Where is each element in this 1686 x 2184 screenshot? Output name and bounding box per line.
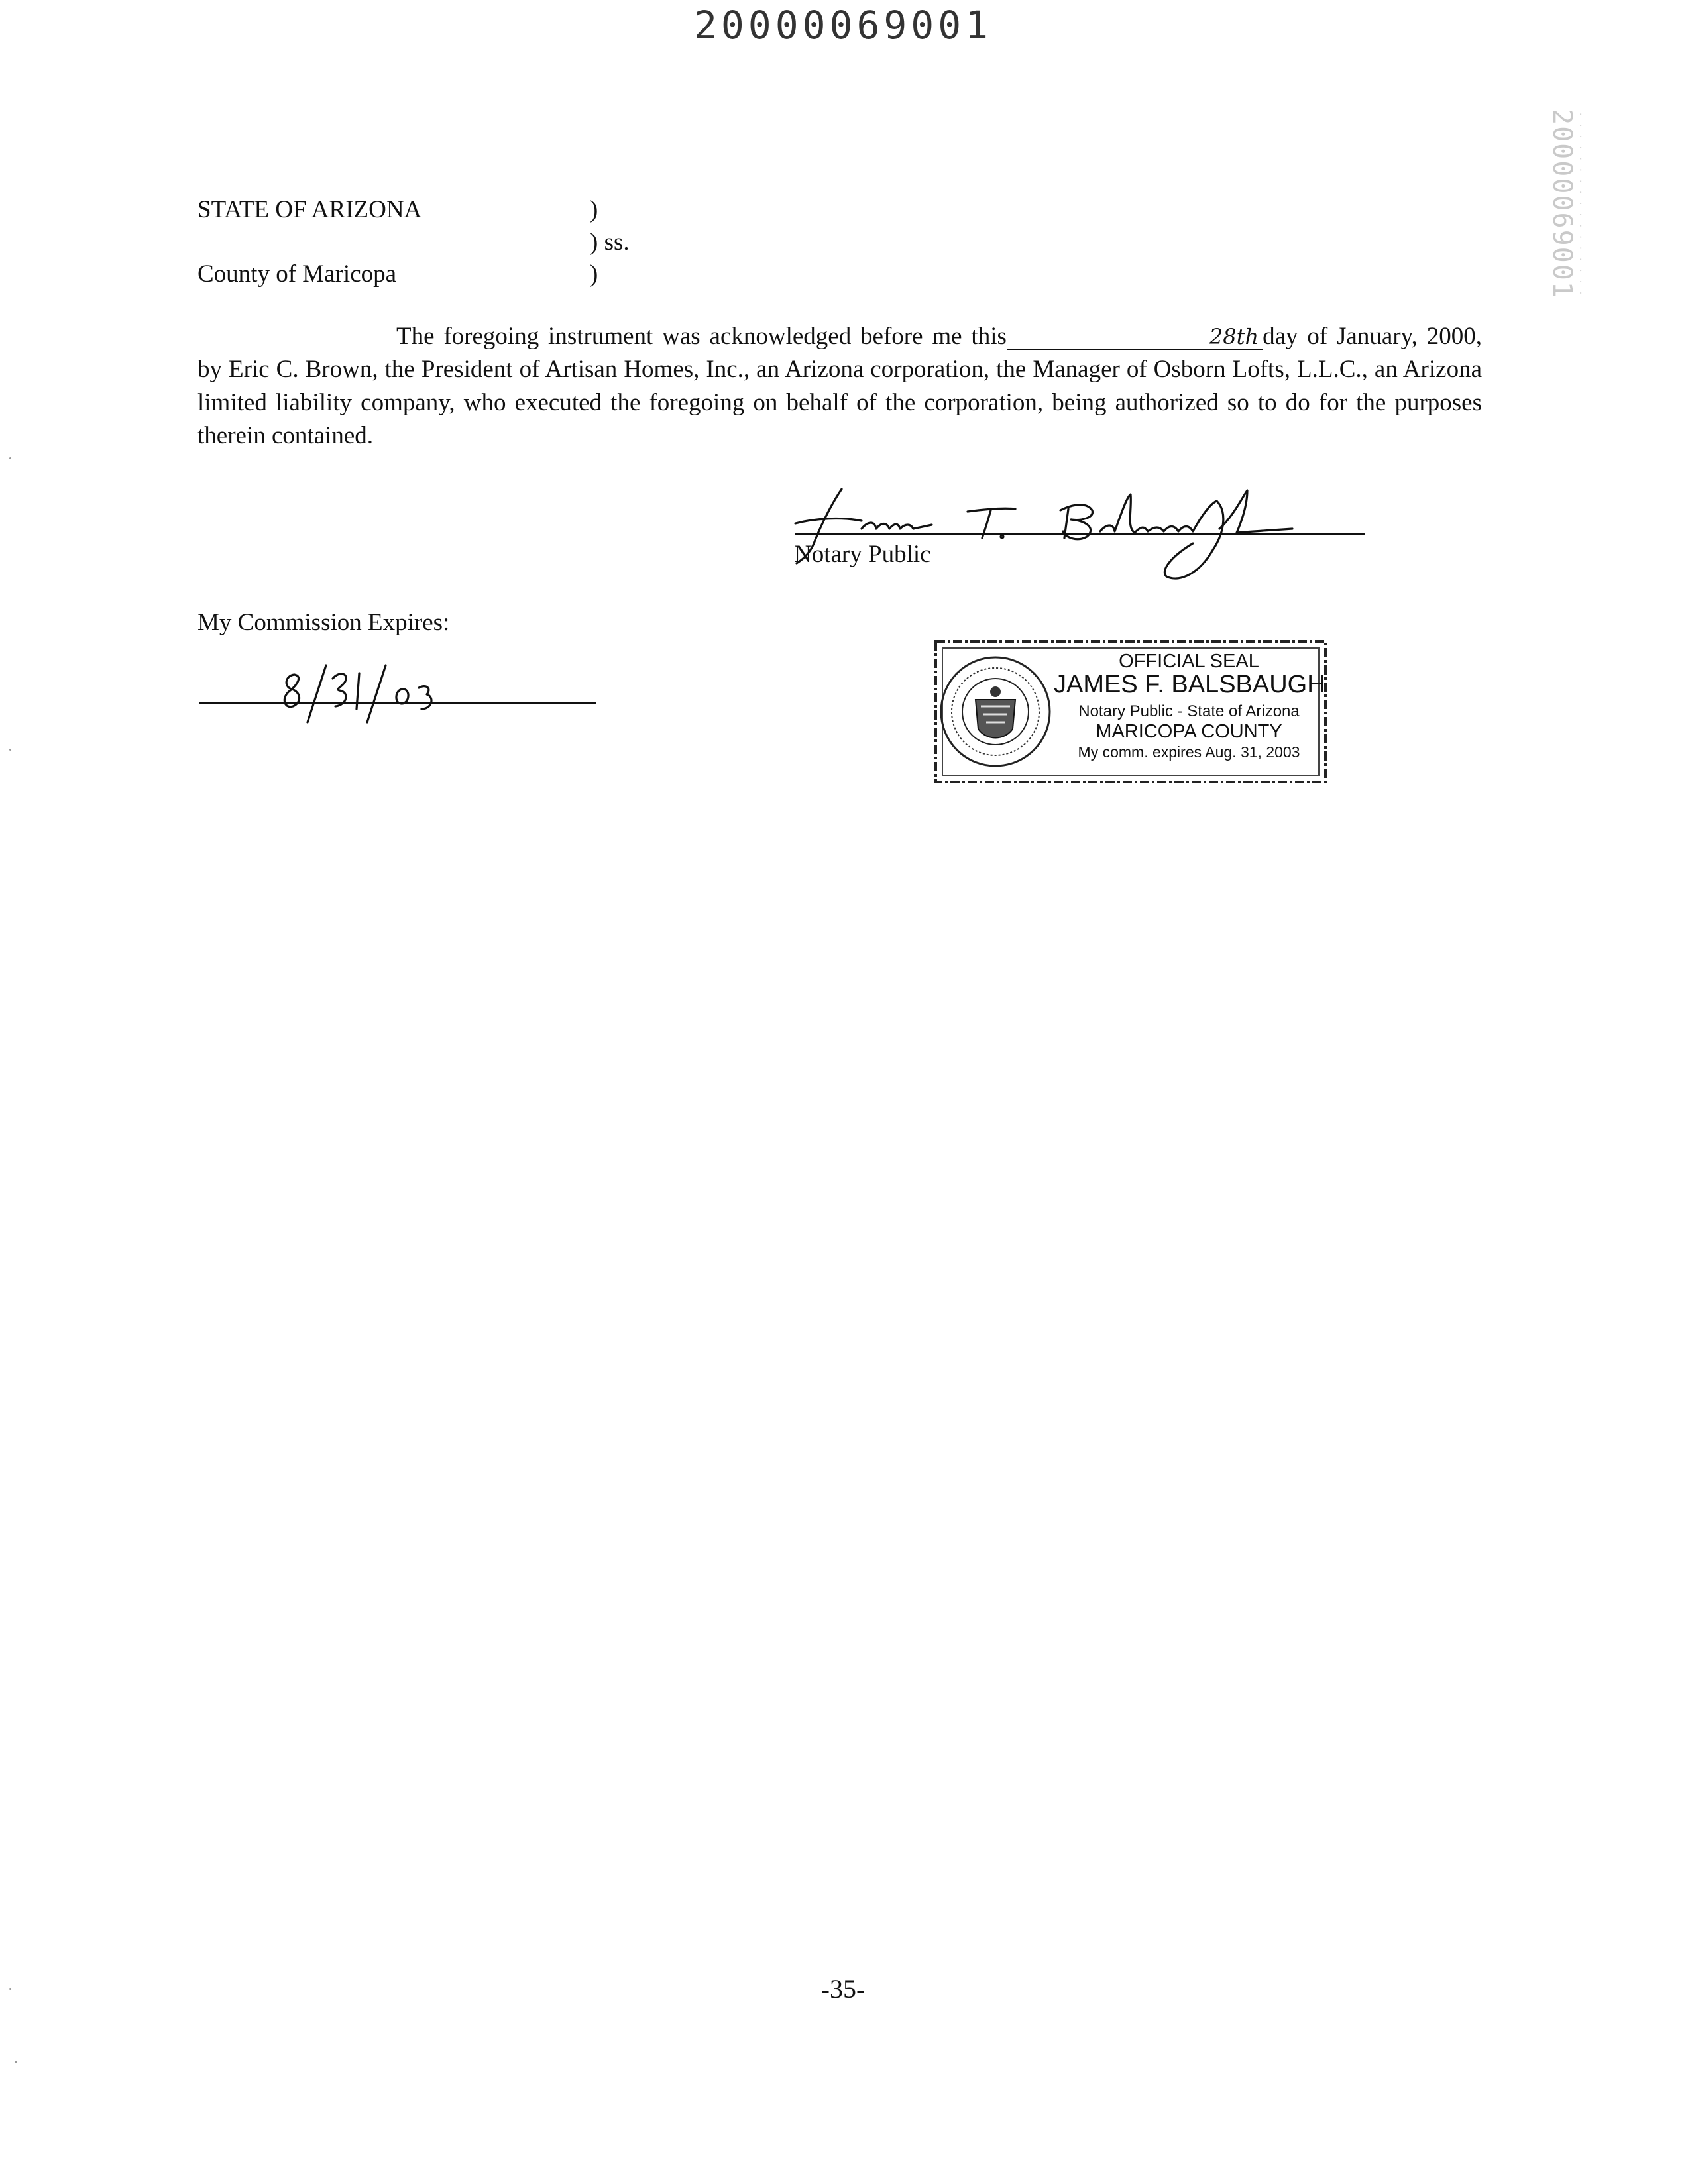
seal-notary-name: JAMES F. BALSBAUGH [1054,671,1325,698]
scan-speck [9,749,11,751]
seal-title: OFFICIAL SEAL [1119,651,1259,672]
venue-county: County of Maricopa [197,260,397,288]
venue-paren-ss: ) ss. [590,229,630,256]
seal-state-line: Notary Public - State of Arizona [1078,702,1300,720]
notary-public-label: Notary Public [794,541,931,568]
acknowledgment-paragraph [197,320,1482,453]
handwritten-commission-date [272,656,444,729]
notary-signature-block [769,477,1392,596]
notary-signature [769,477,1392,596]
seal-expiration-line: My comm. expires Aug. 31, 2003 [1078,743,1300,761]
venue-paren-1: ) [590,196,598,223]
signature-line [795,533,1365,535]
venue-state: STATE OF ARIZONA [197,196,422,223]
ack-text-before: The foregoing instrument was acknowledged before me this [396,323,1007,350]
side-recording-stamp [1539,106,1592,298]
seal-county-line: MARICOPA COUNTY [1096,721,1282,742]
official-notary-seal [932,636,1329,787]
scan-speck [9,1988,11,1990]
scan-speck [9,457,11,459]
page-number: -35- [820,1974,866,2004]
document-number: 20000069001 [693,3,993,48]
scan-speck [15,2061,17,2063]
handwritten-day: 28th [1007,325,1263,350]
svg-text:· · · · · · · · · · · · · · ·: · · · · · · · · · · · · · · · · · · [1575,111,1585,298]
side-stamp-text: 20000069001 [1547,109,1577,298]
commission-expires-label: My Commission Expires: [197,609,450,636]
ack-text-after: day of January, 2000, by Eric C. Brown, the President of Artisan Homes, Inc., an Arizona corporation, the Manager of Osborn Lofts, L.L.C., an Arizona limited liability company, who executed the foregoing on behalf of the corporation, being authorized so to do for the purposes therein contained. [197,323,1483,449]
venue-paren-3: ) [590,260,598,288]
